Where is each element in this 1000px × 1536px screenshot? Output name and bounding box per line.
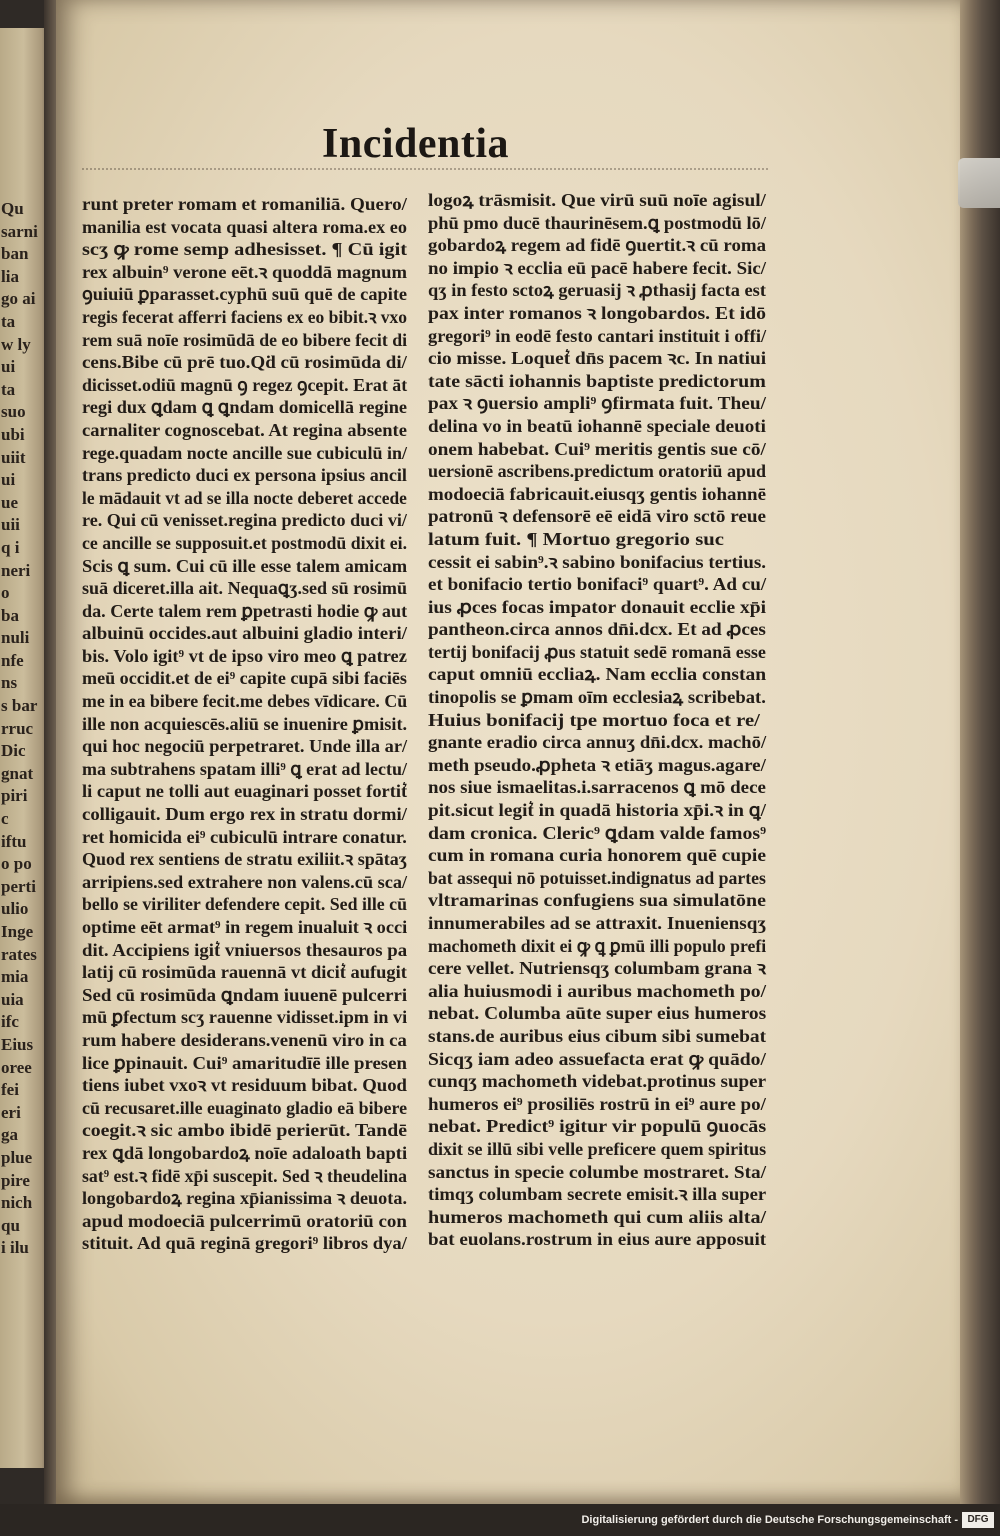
text-line-content: trans predicto duci ex persona ipsius ancil — [82, 465, 407, 486]
text-line — [428, 1161, 766, 1184]
margin-fragment: c — [1, 809, 9, 829]
text-line — [82, 374, 407, 397]
text-line — [82, 780, 407, 803]
text-line-content: caput omniū eccliaꝝ. Nam ecclia constan — [428, 664, 767, 685]
page-stack-edge — [960, 0, 1000, 1504]
text-line — [82, 871, 407, 894]
text-line — [82, 1187, 407, 1210]
margin-fragment: iftu — [1, 831, 27, 851]
text-line — [82, 532, 407, 555]
text-line — [428, 325, 766, 348]
text-line — [428, 867, 766, 890]
text-line — [428, 754, 766, 777]
text-line-content: nebat. Predict⁹ igitur vir populū ꝯuocās — [428, 1116, 767, 1137]
text-line — [428, 392, 766, 415]
text-line-content: uersionē ascribens.predictum oratoriū apud — [428, 461, 767, 482]
text-line-content: onem habebat. Cui⁹ meritis gentis sue cō/ — [428, 438, 766, 459]
margin-fragment: fei — [1, 1080, 19, 1100]
text-line-content: cunqʒ machometh videbat.protinus super — [428, 1071, 767, 1092]
margin-fragment: ga — [1, 1125, 18, 1145]
margin-fragment: perti — [1, 876, 36, 896]
text-line-content: runt preter romam et romaniliā. Quero/ — [82, 194, 407, 214]
text-line — [82, 1006, 407, 1029]
text-line-content: nos siue ismaelitas.i.sarracenos ꝗ mō dece — [428, 777, 766, 798]
text-line — [82, 826, 407, 849]
page-tab-marker — [958, 158, 1000, 208]
margin-fragment: s bar — [1, 696, 38, 716]
text-line — [428, 686, 766, 709]
text-line-content: me in ea bibere fecit.me debes vīdicare. Cū — [82, 691, 408, 712]
text-line-content: cens.Bibe cū prē tuo.Qḋ cū rosimūda di/ — [82, 352, 407, 373]
text-line — [428, 483, 766, 506]
margin-fragment: ulio — [1, 899, 29, 919]
margin-fragment: ns — [1, 673, 18, 693]
text-line-content: stans.de auribus eius cibum sibi sumebat — [428, 1025, 767, 1046]
margin-fragment: qu — [1, 1215, 20, 1235]
text-line-content: rege.quadam nocte ancille sue cubiculū in/ — [82, 442, 408, 463]
margin-fragment: rates — [1, 944, 37, 964]
text-line — [82, 1074, 407, 1097]
margin-fragment: nfe — [1, 650, 24, 670]
margin-fragment: w ly — [1, 334, 31, 354]
text-line — [428, 212, 766, 235]
text-line — [82, 238, 407, 261]
text-line — [428, 799, 766, 822]
text-line-content: latij cū rosimūda rauennā vt dicit͛ aufugit — [82, 962, 407, 983]
dfg-logo: DFG — [962, 1512, 994, 1528]
text-line — [428, 844, 766, 867]
text-line — [82, 600, 407, 623]
text-line-content: tiens iubet vxoꝛ vt residuum bibat. Quod — [82, 1075, 407, 1096]
text-line-content: manilia est vocata quasi altera roma.ex eo — [82, 216, 407, 237]
text-line — [428, 1138, 766, 1161]
text-line-content: no impio ꝛ ecclia eū pacē habere fecit. Sic/ — [428, 257, 767, 278]
text-line-content: ma subtrahens spatam illi⁹ ꝗ erat ad lectu/ — [82, 758, 408, 779]
margin-fragment: rruc — [1, 718, 34, 738]
text-line-content: ius ꝓces focas impator donauit ecclie xp̄i — [428, 596, 767, 617]
margin-fragment: lia — [1, 266, 19, 286]
header-dotted-rule — [82, 168, 768, 170]
margin-fragment: mia — [1, 967, 29, 987]
text-line-content: albuinū occides.aut albuini gladio interi/ — [82, 623, 408, 644]
text-line-content: sanctus in specie columbe mostraret. Sta/ — [428, 1161, 767, 1182]
text-line-content: bat assequi nō potuisset.indignatus ad partes — [428, 867, 766, 888]
text-line-content: stituit. Ad quā reginā gregori⁹ libros dya/ — [82, 1233, 407, 1254]
margin-fragment: eri — [1, 1102, 21, 1122]
text-line — [428, 1093, 766, 1116]
margin-fragment: neri — [1, 560, 31, 580]
text-line-content: rem suā noīe rosimūdā de eo bibere fecit di — [82, 329, 408, 350]
text-line — [82, 1232, 407, 1255]
text-line — [428, 1183, 766, 1206]
text-line-content: arripiens.sed extrahere non valens.cū sca/ — [82, 871, 408, 892]
text-line-content: tinopolis se ꝑmam oīm ecclesiaꝝ scribebat. — [428, 687, 766, 708]
margin-fragment: pire — [1, 1170, 30, 1190]
text-line — [82, 464, 407, 487]
margin-fragment: Dic — [1, 741, 26, 761]
text-line — [428, 1228, 766, 1251]
text-line-content: lice ꝑpinauit. Cui⁹ amaritudīē ille presen — [82, 1052, 407, 1073]
text-line-content: modoeciā fabricauit.eiusqʒ gentis iohannē — [428, 483, 766, 504]
margin-fragment: nuli — [1, 628, 30, 648]
margin-fragment: i ilu — [1, 1238, 29, 1258]
text-line — [428, 302, 766, 325]
text-line-content: meth pseudo.ꝓpheta ꝛ etiāʒ magus.agare/ — [428, 754, 766, 775]
text-line — [82, 1165, 407, 1188]
text-line — [428, 596, 766, 619]
text-line-content: cessit ei sabin⁹.ꝛ sabino bonifacius tertius. — [428, 551, 766, 572]
text-line — [82, 713, 407, 736]
margin-fragment: Eius — [1, 1034, 34, 1054]
text-line — [428, 957, 766, 980]
text-line-content: cio misse. Loquet͛ dn̄s pacem ꝛc. In natiui — [428, 348, 767, 369]
text-line — [82, 1210, 407, 1233]
text-line — [428, 912, 766, 935]
text-line — [82, 216, 407, 239]
text-line — [428, 641, 766, 664]
text-line — [82, 193, 407, 216]
text-line — [428, 347, 766, 370]
margin-fragment: Inge — [1, 922, 34, 941]
margin-fragment: suo — [1, 402, 26, 422]
previous-page-text — [1, 198, 45, 1260]
text-line — [428, 935, 766, 958]
text-line-content: dixit se illū sibi velle preficere quem spiritus — [428, 1138, 767, 1159]
text-line — [428, 279, 766, 302]
margin-fragment: ba — [1, 605, 19, 625]
text-line — [82, 622, 407, 645]
text-line-content: bello se viriliter defendere cepit. Sed ille cū — [82, 894, 407, 915]
text-line-content: tertij bonifacij ꝓus statuit sedē romanā esse — [428, 641, 766, 662]
text-line-content: regi dux ꝗdam ꝗ ꝗndam domicellā regine — [82, 397, 408, 418]
text-line — [82, 1029, 407, 1052]
text-line — [82, 1119, 407, 1142]
margin-fragment: piri — [1, 786, 28, 806]
text-line — [428, 980, 766, 1003]
text-column-left — [82, 193, 407, 1255]
text-line-content: ꝯuiuiū ꝑparasset.cyphū suū quē de capite — [82, 284, 408, 305]
text-line-content: phū pmo ducē thaurinēsem.ꝗ postmodū lō/ — [428, 212, 767, 233]
text-line-content: pax inter romanos ꝛ longobardos. Et idō — [428, 302, 767, 323]
margin-fragment: ta — [1, 311, 16, 331]
text-line — [82, 329, 407, 352]
text-line — [428, 731, 766, 754]
text-line-content: ret homicida ei⁹ cubiculū intrare conatur. — [82, 826, 407, 847]
text-line-content: tate sācti iohannis baptiste predictorum — [428, 370, 766, 391]
digitization-credit: Digitalisierung gefördert durch die Deutsche Forschungsgemeinschaft - — [581, 1514, 958, 1526]
margin-fragment: sarni — [1, 221, 38, 241]
text-line — [428, 528, 766, 551]
margin-fragment: go ai — [1, 289, 36, 309]
text-line-content: mū ꝑfectum scʒ rauenne vidisset.ipm in vi — [82, 1007, 408, 1028]
margin-fragment: q i — [1, 537, 20, 557]
text-line-content: cere vellet. Nutriensqʒ columbam grana ꝛ — [428, 958, 766, 979]
text-line — [428, 415, 766, 438]
text-line-content: dicisset.odiū magnū ꝯ regez ꝯcepit. Erat āt — [82, 374, 408, 395]
margin-fragment: ban — [1, 244, 29, 264]
text-line — [428, 1025, 766, 1048]
margin-fragment: o — [1, 583, 10, 603]
text-line-content: latum fuit. ¶ Mortuo gregorio suc — [428, 528, 724, 549]
text-line — [428, 257, 766, 280]
text-line — [428, 1002, 766, 1025]
text-line — [82, 555, 407, 578]
text-line — [428, 1048, 766, 1071]
text-line-content: longobardoꝝ regina xp̄ianissima ꝛ deuota. — [82, 1188, 408, 1209]
text-line-content: Sed cū rosimūda ꝗndam iuuenē pulcerri — [82, 984, 408, 1005]
text-line-content: scʒ ꝙ rome semp adhesisset. ¶ Cū igit — [82, 239, 408, 260]
text-line-content: cum in romana curia honorem quē cupie — [428, 845, 766, 866]
text-line-content: dit. Accipiens igit͛ vniuersos thesauros pa — [82, 939, 408, 960]
text-line-content: Scis ꝗ sum. Cui cū ille esse talem amicam — [82, 555, 408, 576]
margin-fragment: oree — [1, 1057, 32, 1077]
text-line-content: machometh dixit ei ꝙ ꝗ ꝑmū illi populo prefi — [428, 935, 767, 956]
text-line — [82, 690, 407, 713]
text-line — [82, 1052, 407, 1075]
text-line-content: alia huiusmodi i auribus machometh po/ — [428, 980, 767, 1001]
text-line-content: re. Qui cū venisset.regina predicto duci vi/ — [82, 510, 407, 531]
text-line-content: gobardoꝝ regem ad fidē ꝯuertit.ꝛ cū roma — [428, 235, 767, 256]
text-line — [428, 460, 766, 483]
text-line-content: meū occidit.et de ei⁹ capite cupā sibi faciēs — [82, 668, 407, 689]
text-line-content: nebat. Columba aūte super eius humeros — [428, 1003, 767, 1024]
text-line-content: vltramarinas confugiens sua simulatōne — [428, 890, 766, 911]
text-line-content: qʒ in festo sctoꝝ geruasij ꝛ ꝓthasij facta est — [428, 280, 766, 301]
text-line-content: rex ꝗdā longobardoꝝ noīe adaloath bapti — [82, 1142, 408, 1163]
margin-fragment: ui — [1, 470, 16, 490]
text-line-content: sat⁹ est.ꝛ fidē xp̄i suscepit. Sed ꝛ theudelina — [82, 1165, 408, 1186]
text-line — [82, 577, 407, 600]
text-line-content: apud modoeciā pulcerrimū oratoriū con — [82, 1210, 407, 1231]
text-line — [428, 618, 766, 641]
text-line — [82, 351, 407, 374]
text-line-content: bat euolans.rostrum in eius aure apposuit — [428, 1229, 767, 1250]
margin-fragment: ue — [1, 492, 18, 512]
text-line-content: innumerabiles ad se attraxit. Inueniensqʒ — [428, 913, 767, 933]
margin-fragment: ifc — [1, 1012, 19, 1032]
text-line — [82, 442, 407, 465]
text-line — [428, 370, 766, 393]
text-line — [82, 283, 407, 306]
text-line — [428, 663, 766, 686]
text-line — [82, 1097, 407, 1120]
text-line — [428, 889, 766, 912]
text-line-content: rex albuin⁹ verone eēt.ꝛ quoddā magnum — [82, 261, 407, 282]
text-line-content: regis fecerat afferri faciens ex eo bibit.ꝛ vxo — [82, 306, 408, 327]
text-line — [82, 261, 407, 284]
text-line — [82, 645, 407, 668]
text-line-content: qui hoc negociū perpetraret. Unde illa ar/ — [82, 736, 408, 757]
text-line-content: carnaliter cognoscebat. At regina absente — [82, 419, 407, 440]
text-line — [428, 1206, 766, 1229]
text-line — [82, 803, 407, 826]
text-line — [82, 848, 407, 871]
text-line — [82, 306, 407, 329]
text-line-content: coegit.ꝛ sic ambo ibidē perierūt. Tandē — [82, 1120, 408, 1141]
text-line-content: humeros ei⁹ prosiliēs rostrū in ei⁹ aure po/ — [428, 1093, 766, 1114]
text-line — [82, 984, 407, 1007]
text-line — [428, 822, 766, 845]
margin-fragment: ui — [1, 357, 16, 377]
text-line — [428, 551, 766, 574]
text-line-content: le mādauit vt ad se illa nocte deberet accede — [82, 487, 407, 508]
text-line — [82, 667, 407, 690]
text-line — [82, 916, 407, 939]
text-line-content: suā diceret.illa ait. Nequaꝗʒ.sed sū rosimū — [82, 578, 408, 599]
text-line — [82, 1142, 407, 1165]
text-line — [82, 509, 407, 532]
text-line-content: li caput ne tolli aut euaginari posset fortit͛ — [82, 781, 408, 802]
text-line-content: ille non acquiescēs.aliū se inuenire ꝑmisit. — [82, 713, 408, 734]
text-line — [428, 234, 766, 257]
text-line — [428, 1115, 766, 1138]
text-line-content: bis. Volo igit⁹ vt de ipso viro meo ꝗ patrez — [82, 645, 407, 666]
margin-fragment: uia — [1, 989, 24, 1009]
text-line — [82, 893, 407, 916]
margin-fragment: ta — [1, 379, 16, 399]
text-line — [82, 939, 407, 962]
margin-fragment: uii — [1, 515, 20, 535]
text-line — [428, 438, 766, 461]
text-line-content: pax ꝛ ꝯuersio ampli⁹ ꝯfirmata fuit. Theu/ — [428, 393, 766, 414]
text-line — [428, 1070, 766, 1093]
text-line-content: gnante eradio circa annuʒ dn̄i.dcx. machō/ — [428, 732, 767, 753]
text-line — [428, 189, 766, 212]
text-line-content: pit.sicut legit͛ in quadā historia xp̄i.ꝛ in ꝗ/ — [428, 800, 766, 821]
text-line — [82, 961, 407, 984]
margin-fragment: uiit — [1, 447, 26, 467]
text-line — [82, 487, 407, 510]
text-line-content: Huius bonifacij tpe mortuo foca et re/ — [428, 709, 760, 730]
margin-fragment: ubi — [1, 424, 25, 444]
text-line-content: optime eēt armat⁹ in regem inualuit ꝛ occi — [82, 917, 408, 937]
text-line — [428, 573, 766, 596]
page-title: Incidentia — [322, 121, 510, 167]
text-column-right — [428, 189, 766, 1251]
text-line-content: cū recusaret.ille euaginato gladio eā bibere — [82, 1097, 408, 1118]
text-line-content: Quod rex sentiens de stratu exiliit.ꝛ spātaʒ — [82, 849, 407, 870]
text-line-content: logoꝝ trāsmisit. Que virū suū noīe agisul/ — [428, 190, 766, 210]
margin-fragment: Qu — [1, 199, 24, 218]
margin-fragment: o po — [1, 854, 32, 874]
text-line-content: patronū ꝛ defensorē eē eidā viro sctō reue — [428, 506, 767, 527]
text-line-content: et bonifacio tertio bonifaci⁹ quart⁹. Ad cu/ — [428, 574, 767, 595]
text-line-content: da. Certe talem rem ꝑpetrasti hodie ꝙ aut — [82, 600, 408, 621]
text-line — [82, 758, 407, 781]
text-line — [82, 396, 407, 419]
margin-fragment: gnat — [1, 763, 34, 783]
margin-fragment: nich — [1, 1193, 33, 1213]
text-line — [428, 505, 766, 528]
text-line-content: humeros machometh qui cum aliis alta/ — [428, 1206, 767, 1227]
text-line-content: gregori⁹ in eodē festo cantari instituit i offi/ — [428, 325, 767, 346]
text-line — [82, 735, 407, 758]
text-line-content: pantheon.circa annos dn̄i.dcx. Et ad ꝓces — [428, 619, 766, 640]
text-line-content: Sicqʒ iam adeo assuefacta erat ꝙ quādo/ — [428, 1048, 766, 1069]
text-line-content: rum habere desiderans.venenū viro in ca — [82, 1029, 407, 1050]
text-line-content: delina vo in beatū iohannē speciale deuoti — [428, 415, 766, 436]
text-line-content: timqʒ columbam secrete emisit.ꝛ illa super — [428, 1184, 767, 1205]
text-line-content: dam cronica. Cleric⁹ ꝗdam valde famos⁹ — [428, 822, 767, 843]
text-line — [428, 709, 766, 732]
text-line-content: ce ancille se supposuit.et postmodū dixit ei. — [82, 532, 408, 553]
text-line — [82, 419, 407, 442]
text-line — [428, 776, 766, 799]
margin-fragment: plue — [1, 1147, 33, 1167]
text-line-content: colligauit. Dum ergo rex in stratu dormi/ — [82, 804, 407, 825]
